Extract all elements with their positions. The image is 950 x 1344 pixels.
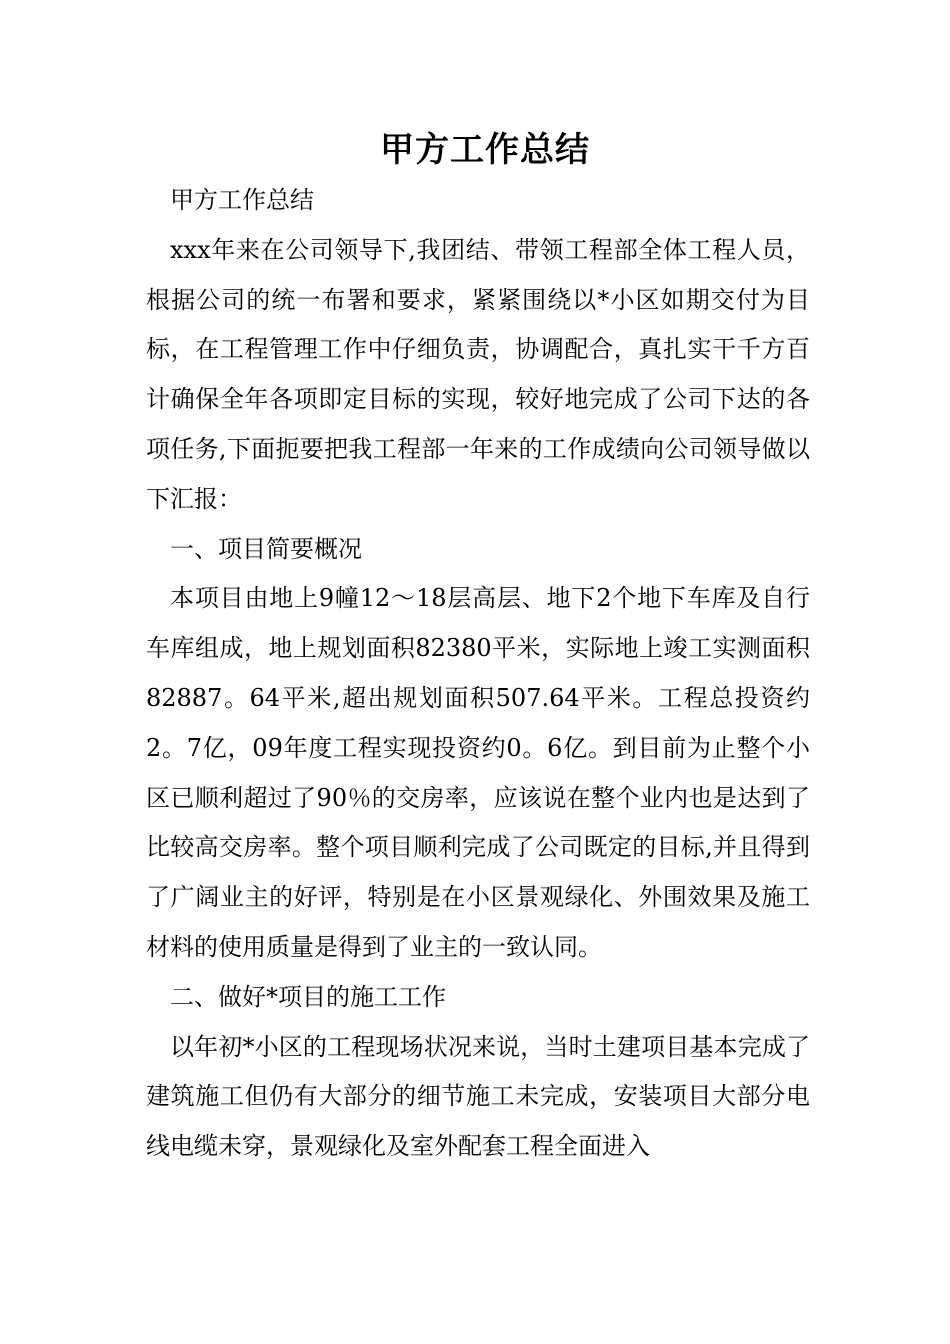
project-overview-paragraph: 本项目由地上9幢12～18层高层、地下2个地下车库及自行车库组成，地上规划面积82380平米，实际地上竣工实测面积82887。64平米,超出规划面积507.64平米。工程总投资约2。7亿，09年度工程实现投资约0。6亿。到目前为止整个小区已顺利超过了90％的交房率，应该说在整个业内也是达到了比较高交房率。整个项目顺利完成了公司既定的目标,并且得到了广阔业主的好评，特别是在小区景观绿化、外围效果及施工材料的使用质量是得到了业主的一致认同。 [146,584,810,961]
construction-work-paragraph: 以年初*小区的工程现场状况来说，当时土建项目基本完成了建筑施工但仍有大部分的细节施工未完成，安装项目大部分电线电缆未穿，景观绿化及室外配套工程全面进入 [146,1032,810,1161]
section-heading-summary: 甲方工作总结 [170,186,314,214]
document-body [146,176,810,1172]
section-heading-project-overview: 一、项目简要概况 [170,534,362,563]
section-heading-construction-work: 二、做好*项目的施工工作 [170,982,446,1011]
intro-paragraph: xxx年来在公司领导下,我团结、带领工程部全体工程人员，根据公司的统一布署和要求，紧紧围绕以*小区如期交付为目标，在工程管理工作中仔细负责，协调配合，真扎实干千方百计确保全年各项即定目标的实现，较好地完成了公司下达的各项任务,下面扼要把我工程部一年来的工作成绩向公司领导做以下汇报： [146,235,810,513]
document-title: 甲方工作总结 [380,130,590,170]
